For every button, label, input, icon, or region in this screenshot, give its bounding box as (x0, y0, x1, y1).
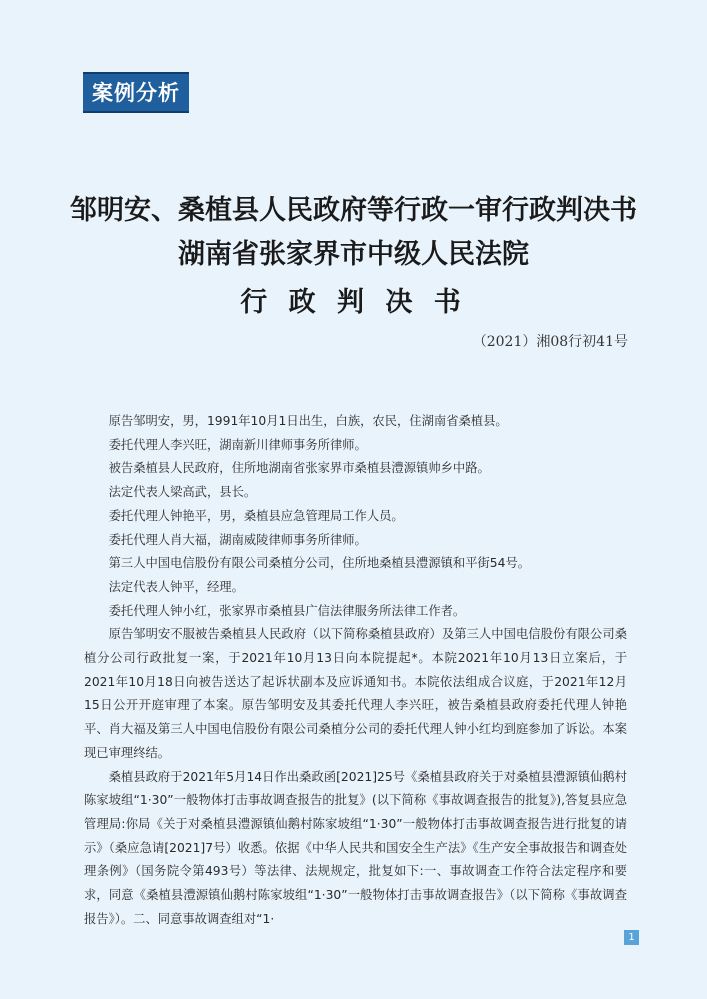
paragraph: 委托代理人钟小红，张家界市桑植县广信法律服务所法律工作者。 (108, 603, 466, 618)
document-type: 行 政 判 决 书 (240, 287, 467, 318)
paragraph: 法定代表人钟平，经理。 (108, 579, 244, 594)
paragraph: 委托代理人肖大福，湖南威陵律师事务所律师。 (108, 532, 367, 547)
document-title: 邹明安、桑植县人民政府等行政一审行政判决书 (70, 195, 637, 226)
paragraph: 桑植县政府于2021年5月14日作出桑政函[2021]25号《桑植县政府关于对桑植县澧源镇仙鹅村陈家坡组“1·30”一般物体打击事故调查报告的批复》(以下简称《事故调查报告的批复》),答复县应急管理局:你局《关于对桑植县澧源镇仙鹅村陈家坡组“1·30”一般物体打击事故调查报告进行批复的请示》（桑应急请[2021]7号）收悉。依据《中华人民共和国安全生产法》《生产安全事故报告和调查处理条例》（国务院令第493号）等法律、法规规定，批复如下:一、事故调查工作符合法定程序和要求，同意《桑植县澧源镇仙鹅村陈家坡组“1·30”一般物体打击事故调查报告》（以下简称《事故调查报告》）。二、同意事故调查组对“1· (84, 769, 627, 926)
paragraph: 被告桑植县人民政府，住所地湖南省张家界市桑植县澧源镇帅乡中路。 (108, 461, 490, 476)
court-name: 湖南省张家界市中级人民法院 (178, 239, 529, 270)
document-body (84, 410, 627, 931)
paragraph: 原告邹明安不服被告桑植县人民政府（以下简称桑植县政府）及第三人中国电信股份有限公司桑植分公司行政批复一案，于2021年10月13日向本院提起*。本院2021年10月13日立案后，于2021年10月18日向被告送达了起诉状副本及应诉通知书。本院依法组成合议庭，于2021年12月15日公开开庭审理了本案。原告邹明安及其委托代理人李兴旺，被告桑植县政府委托代理人钟艳平、肖大福及第三人中国电信股份有限公司桑植分公司的委托代理人钟小红均到庭参加了诉讼。本案现已审理终结。 (84, 627, 627, 760)
paragraph: 原告邹明安，男，1991年10月1日出生，白族，农民，住湖南省桑植县。 (108, 414, 508, 428)
paragraph: 法定代表人梁高武，县长。 (108, 485, 257, 500)
section-badge: 案例分析 (83, 72, 189, 113)
paragraph: 第三人中国电信股份有限公司桑植分公司，住所地桑植县澧源镇和平街54号。 (108, 556, 531, 571)
page-number: 1 (624, 930, 639, 945)
case-number: （2021）湘08行初41号 (472, 334, 628, 350)
paragraph: 委托代理人李兴旺，湖南新川律师事务所律师。 (108, 437, 367, 452)
paragraph: 委托代理人钟艳平，男，桑植县应急管理局工作人员。 (108, 508, 404, 523)
